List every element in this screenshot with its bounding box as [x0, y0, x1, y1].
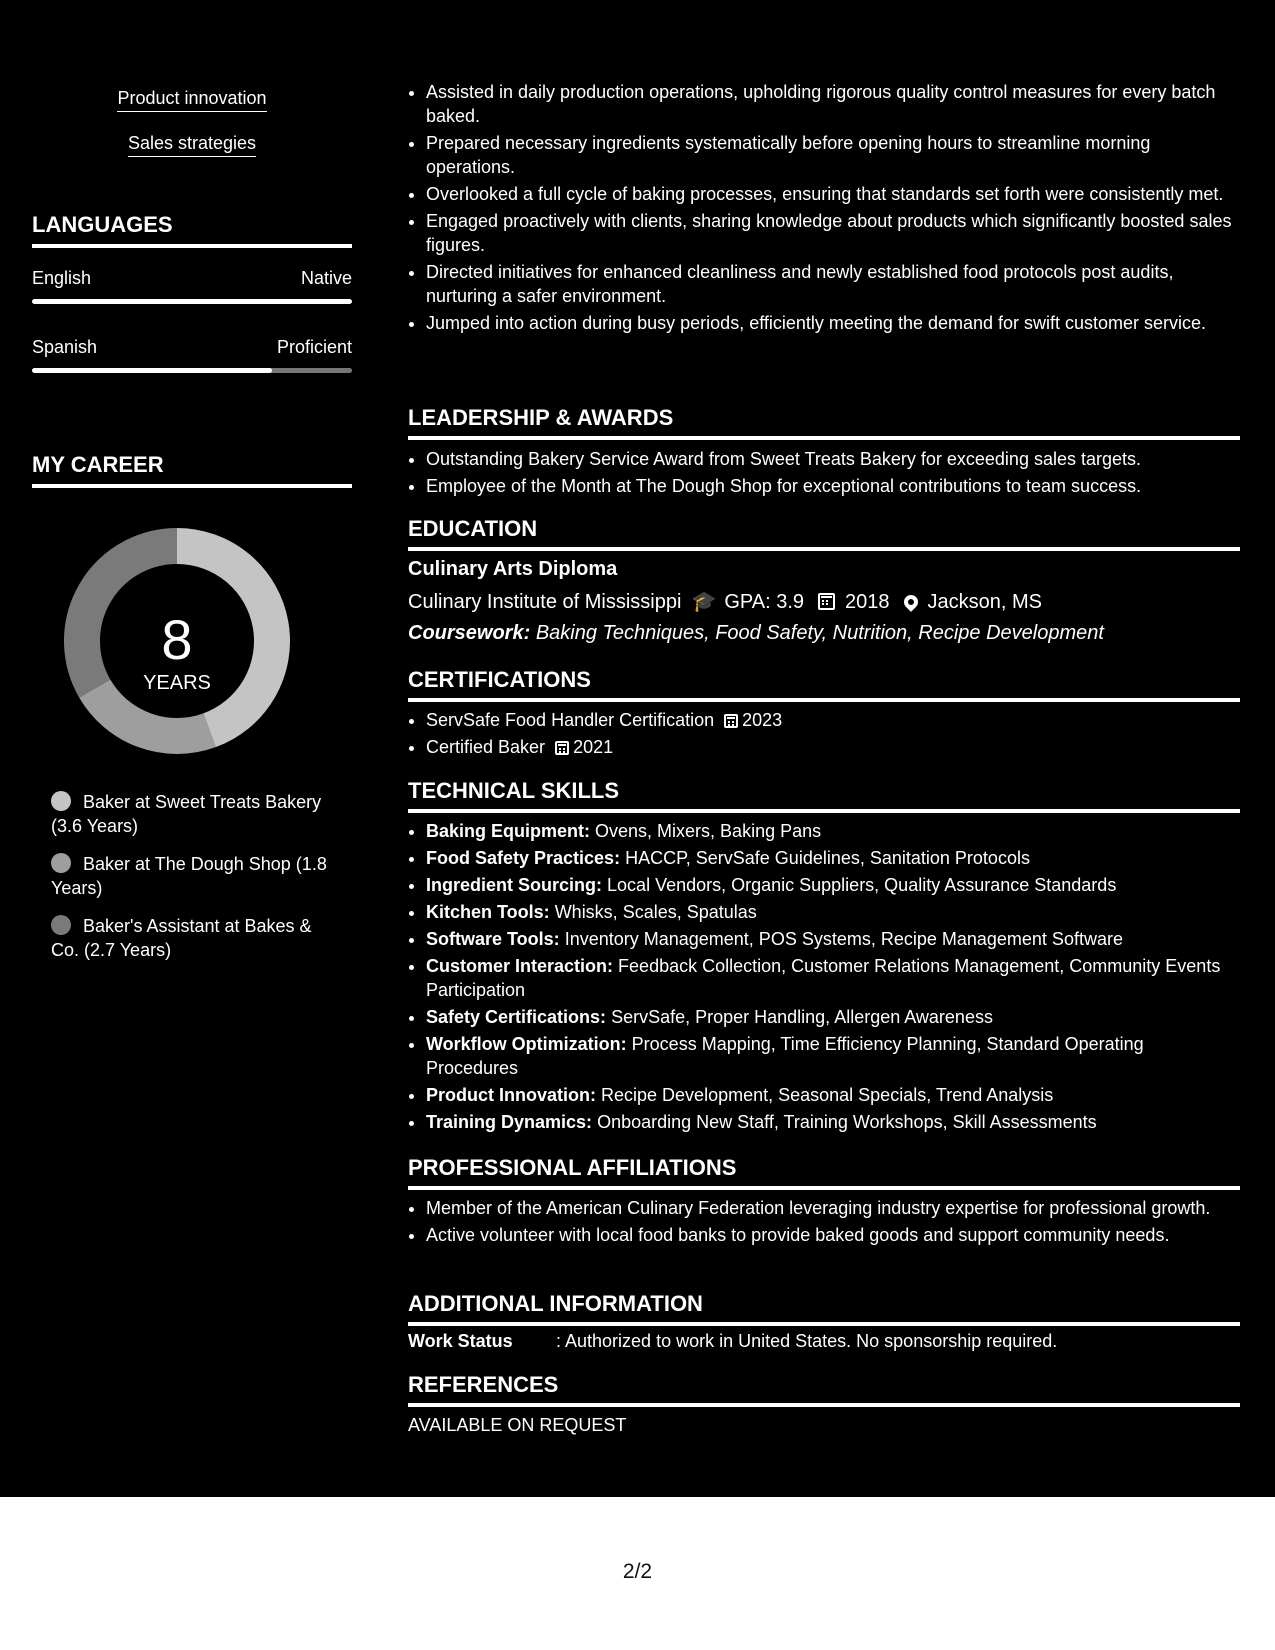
work-status-label: Work Status	[408, 1331, 513, 1351]
legend-dot-icon	[51, 853, 71, 873]
list-item: • Outstanding Bakery Service Award from Sweet Treats Bakery for exceeding sales targets.	[426, 447, 1240, 471]
language-bar-fill	[32, 368, 272, 373]
donut-segment	[95, 689, 210, 737]
coursework	[408, 622, 1240, 645]
language-bar	[32, 299, 352, 304]
leadership-list	[408, 447, 1240, 501]
education-entry	[408, 558, 1240, 645]
legend-dot-icon	[51, 791, 71, 811]
coursework-label: Coursework:	[408, 622, 531, 644]
list-item: • Ingredient Sourcing: Local Vendors, Organic Suppliers, Quality Assurance Standards	[426, 873, 1240, 897]
list-item: • Software Tools: Inventory Management, POS Systems, Recipe Management Software	[426, 927, 1240, 951]
education-year: 2018	[845, 591, 890, 613]
list-item: • Member of the American Culinary Federation leveraging industry expertise for professional growth.	[426, 1196, 1240, 1220]
list-item: • Prepared necessary ingredients systematically before opening hours to streamline morning operations.	[426, 131, 1240, 179]
references-heading: REFERENCES	[408, 1372, 1240, 1407]
career-total-value: 8	[161, 608, 193, 671]
affiliations-heading: PROFESSIONAL AFFILIATIONS	[408, 1155, 1240, 1190]
work-status-value: : Authorized to work in United States. No sponsorship required.	[556, 1331, 1058, 1351]
calendar-icon	[818, 593, 835, 610]
list-item: • Product Innovation: Recipe Development, Seasonal Specials, Trend Analysis	[426, 1083, 1240, 1107]
legend-dot-icon	[51, 915, 71, 935]
additional-info-heading: ADDITIONAL INFORMATION	[408, 1291, 1240, 1326]
career-donut-chart	[64, 528, 290, 754]
career-item: Baker at Sweet Treats Bakery (3.6 Years)	[51, 792, 322, 836]
language-level: Proficient	[276, 337, 352, 357]
language-name: Spanish	[32, 337, 98, 357]
list-item: • ServSafe Food Handler Certification 2023	[426, 708, 1240, 732]
list-item: • Certified Baker 2021	[426, 735, 1240, 759]
certifications-list	[408, 708, 1240, 762]
affiliations-list	[408, 1196, 1240, 1250]
list-item: • Jumped into action during busy periods, efficiently meeting the demand for swift customer service.	[426, 311, 1240, 335]
experience-bullets	[408, 80, 1240, 338]
list-item: • Safety Certifications: ServSafe, Proper Handling, Allergen Awareness	[426, 1005, 1240, 1029]
calendar-icon	[555, 741, 569, 755]
list-item: • Baking Equipment: Ovens, Mixers, Baking Pans	[426, 819, 1240, 843]
work-status-row	[408, 1331, 1240, 1352]
leadership-heading: LEADERSHIP & AWARDS	[408, 405, 1240, 440]
school-name: Culinary Institute of Mississippi	[408, 591, 682, 613]
list-item: • Assisted in daily production operations, upholding rigorous quality control measures for every batch baked.	[426, 80, 1240, 128]
location-pin-icon	[901, 592, 921, 612]
page-number: 2/2	[622, 1560, 653, 1583]
coursework-list: Baking Techniques, Food Safety, Nutrition, Recipe Development	[535, 622, 1104, 644]
list-item: • Directed initiatives for enhanced cleanliness and newly established food protocols post audits, nurturing a safer environment.	[426, 260, 1240, 308]
list-item: • Engaged proactively with clients, sharing knowledge about products which significantly boosted sales figures.	[426, 209, 1240, 257]
career-item: Baker's Assistant at Bakes & Co. (2.7 Years)	[51, 916, 312, 960]
list-item: • Customer Interaction: Feedback Collection, Customer Relations Management, Community Events Participation	[426, 954, 1240, 1002]
degree-name: Culinary Arts Diploma	[408, 558, 618, 580]
list-item: • Food Safety Practices: HACCP, ServSafe Guidelines, Sanitation Protocols	[426, 846, 1240, 870]
list-item: • Overlooked a full cycle of baking processes, ensuring that standards set forth were consistently met.	[426, 182, 1240, 206]
references-text: AVAILABLE ON REQUEST	[408, 1415, 627, 1435]
language-level: Native	[300, 268, 352, 288]
career-total-unit: YEARS	[143, 672, 211, 694]
education-details	[408, 589, 1240, 614]
technical-skills-heading: TECHNICAL SKILLS	[408, 778, 1240, 813]
list-item: • Workflow Optimization: Process Mapping, Time Efficiency Planning, Standard Operating Procedures	[426, 1032, 1240, 1080]
career-item: Baker at The Dough Shop (1.8 Years)	[51, 854, 327, 898]
language-name: English	[32, 268, 92, 288]
language-bar-fill	[32, 299, 352, 304]
education-location: Jackson, MS	[927, 591, 1042, 613]
list-item: • Training Dynamics: Onboarding New Staff, Training Workshops, Skill Assessments	[426, 1110, 1240, 1134]
graduation-cap-icon: 🎓	[691, 591, 717, 613]
education-heading: EDUCATION	[408, 516, 1240, 551]
certifications-heading: CERTIFICATIONS	[408, 667, 1240, 702]
technical-skills-list	[408, 819, 1240, 1137]
languages-heading: LANGUAGES	[32, 212, 352, 248]
list-item: • Employee of the Month at The Dough Shop for exceptional contributions to team success.	[426, 474, 1240, 498]
calendar-icon	[724, 714, 738, 728]
list-item: • Active volunteer with local food banks to provide baked goods and support community needs.	[426, 1223, 1240, 1247]
career-heading: MY CAREER	[32, 452, 352, 488]
skill-item: Product innovation	[32, 88, 352, 109]
language-bar	[32, 368, 352, 373]
list-item: • Kitchen Tools: Whisks, Scales, Spatulas	[426, 900, 1240, 924]
gpa: GPA: 3.9	[724, 591, 805, 613]
skill-item: Sales strategies	[32, 133, 352, 154]
